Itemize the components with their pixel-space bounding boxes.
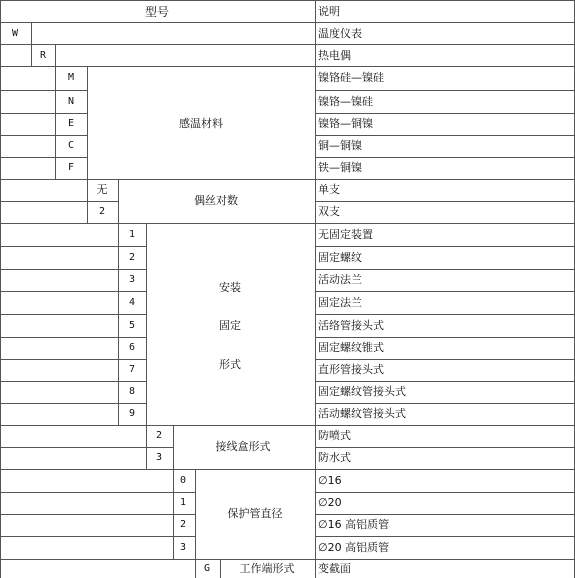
grid-line xyxy=(0,337,146,338)
code-mount: 6 xyxy=(128,342,136,353)
description-cell: 固定螺纹锥式 xyxy=(318,341,384,354)
description-cell: 镍铬—镍硅 xyxy=(318,95,373,108)
description-cell: 防喷式 xyxy=(318,429,351,442)
description-cell: 单支 xyxy=(318,183,340,196)
description-cell: ∅20 xyxy=(318,496,342,509)
description-cell: ∅16 高铝质管 xyxy=(318,518,390,531)
grid-line xyxy=(220,559,221,578)
grid-line xyxy=(315,447,575,448)
grid-line xyxy=(87,179,88,223)
grid-line xyxy=(0,135,87,136)
description-cell: 镍铬—铜镍 xyxy=(318,117,373,130)
description-cell: 固定法兰 xyxy=(318,296,362,309)
grid-line xyxy=(31,44,32,66)
grid-line xyxy=(315,246,575,247)
code-material: M xyxy=(67,72,75,83)
grid-line xyxy=(0,381,146,382)
grid-line xyxy=(173,425,174,469)
category-box: 接线盒形式 xyxy=(215,440,271,453)
category-couple: 偶丝对数 xyxy=(194,194,238,207)
grid-line xyxy=(315,536,575,537)
grid-line xyxy=(0,536,195,537)
grid-line xyxy=(315,113,575,114)
grid-line xyxy=(0,22,575,23)
code-couple: 无 xyxy=(96,183,108,196)
description-cell: 活动法兰 xyxy=(318,273,362,286)
grid-line xyxy=(0,314,146,315)
description-cell: 热电偶 xyxy=(318,49,351,62)
code-material: F xyxy=(67,162,75,173)
code-tube: 2 xyxy=(179,519,187,530)
code-w: W xyxy=(11,28,19,39)
grid-line xyxy=(315,201,575,202)
description-cell: 活动螺纹管接头式 xyxy=(318,407,406,420)
grid-line xyxy=(315,403,575,404)
category-tube: 保护管直径 xyxy=(227,507,283,520)
grid-line xyxy=(0,90,87,91)
grid-line xyxy=(0,246,146,247)
code-mount: 7 xyxy=(128,364,136,375)
category-end: 工作端形式 xyxy=(239,562,295,575)
category-mount: 安装 xyxy=(219,281,241,294)
code-mount: 8 xyxy=(128,386,136,397)
grid-line xyxy=(0,447,173,448)
category-material: 感温材料 xyxy=(179,117,223,130)
grid-line xyxy=(315,90,575,91)
code-mount: 5 xyxy=(128,320,136,331)
code-mount: 9 xyxy=(128,408,136,419)
description-cell: 活络管接头式 xyxy=(318,319,384,332)
grid-line xyxy=(315,492,575,493)
code-material: C xyxy=(67,140,75,151)
grid-line xyxy=(315,135,575,136)
header-model: 型号 xyxy=(144,5,170,19)
code-box: 2 xyxy=(155,430,163,441)
code-mount: 4 xyxy=(128,297,136,308)
grid-line xyxy=(0,44,575,45)
description-cell: 直形管接头式 xyxy=(318,363,384,376)
grid-line xyxy=(0,269,146,270)
grid-line xyxy=(0,559,575,560)
grid-line xyxy=(87,66,88,179)
grid-line xyxy=(0,0,1,578)
grid-line xyxy=(0,425,575,426)
code-mount: 3 xyxy=(128,274,136,285)
grid-line xyxy=(173,469,174,559)
description-cell: 双支 xyxy=(318,205,340,218)
description-cell: 变截面 xyxy=(318,562,351,575)
code-tube: 3 xyxy=(179,542,187,553)
grid-line xyxy=(0,113,87,114)
grid-line xyxy=(0,492,195,493)
grid-line xyxy=(315,269,575,270)
category-mount: 形式 xyxy=(219,358,241,371)
description-cell: 固定螺纹管接头式 xyxy=(318,385,406,398)
grid-line xyxy=(0,359,146,360)
code-material: E xyxy=(67,118,75,129)
grid-line xyxy=(0,0,575,1)
code-tube: 1 xyxy=(179,497,187,508)
description-cell: 固定螺纹 xyxy=(318,251,362,264)
description-cell: 温度仪表 xyxy=(318,27,362,40)
code-mount: 1 xyxy=(128,229,136,240)
grid-line xyxy=(315,314,575,315)
code-box: 3 xyxy=(155,452,163,463)
description-cell: ∅20 高铝质管 xyxy=(318,541,390,554)
grid-line xyxy=(118,179,119,223)
grid-line xyxy=(315,0,316,578)
description-cell: 无固定装置 xyxy=(318,228,373,241)
grid-line xyxy=(0,291,146,292)
grid-line xyxy=(0,514,195,515)
code-r: R xyxy=(39,50,47,61)
description-cell: 铜—铜镍 xyxy=(318,139,362,152)
description-cell: 镍铬硅—镍硅 xyxy=(318,71,384,84)
category-mount: 固定 xyxy=(219,319,241,332)
grid-line xyxy=(0,201,118,202)
grid-line xyxy=(0,157,87,158)
grid-line xyxy=(55,44,56,66)
grid-line xyxy=(0,223,575,224)
grid-line xyxy=(118,223,119,425)
grid-line xyxy=(315,381,575,382)
grid-line xyxy=(315,291,575,292)
header-description: 说明 xyxy=(318,5,340,18)
grid-line xyxy=(195,559,196,578)
code-material: N xyxy=(67,96,75,107)
grid-line xyxy=(195,469,196,559)
grid-line xyxy=(146,425,147,469)
code-couple: 2 xyxy=(98,206,106,217)
grid-line xyxy=(315,337,575,338)
description-cell: 铁—铜镍 xyxy=(318,161,362,174)
grid-line xyxy=(55,66,56,179)
code-end: G xyxy=(203,563,211,574)
grid-line xyxy=(146,223,147,425)
description-cell: 防水式 xyxy=(318,451,351,464)
grid-line xyxy=(315,514,575,515)
grid-line xyxy=(31,22,32,44)
grid-line xyxy=(0,469,575,470)
code-tube: 0 xyxy=(179,475,187,486)
grid-line xyxy=(0,403,146,404)
grid-line xyxy=(315,157,575,158)
code-mount: 2 xyxy=(128,252,136,263)
grid-line xyxy=(315,359,575,360)
description-cell: ∅16 xyxy=(318,474,342,487)
